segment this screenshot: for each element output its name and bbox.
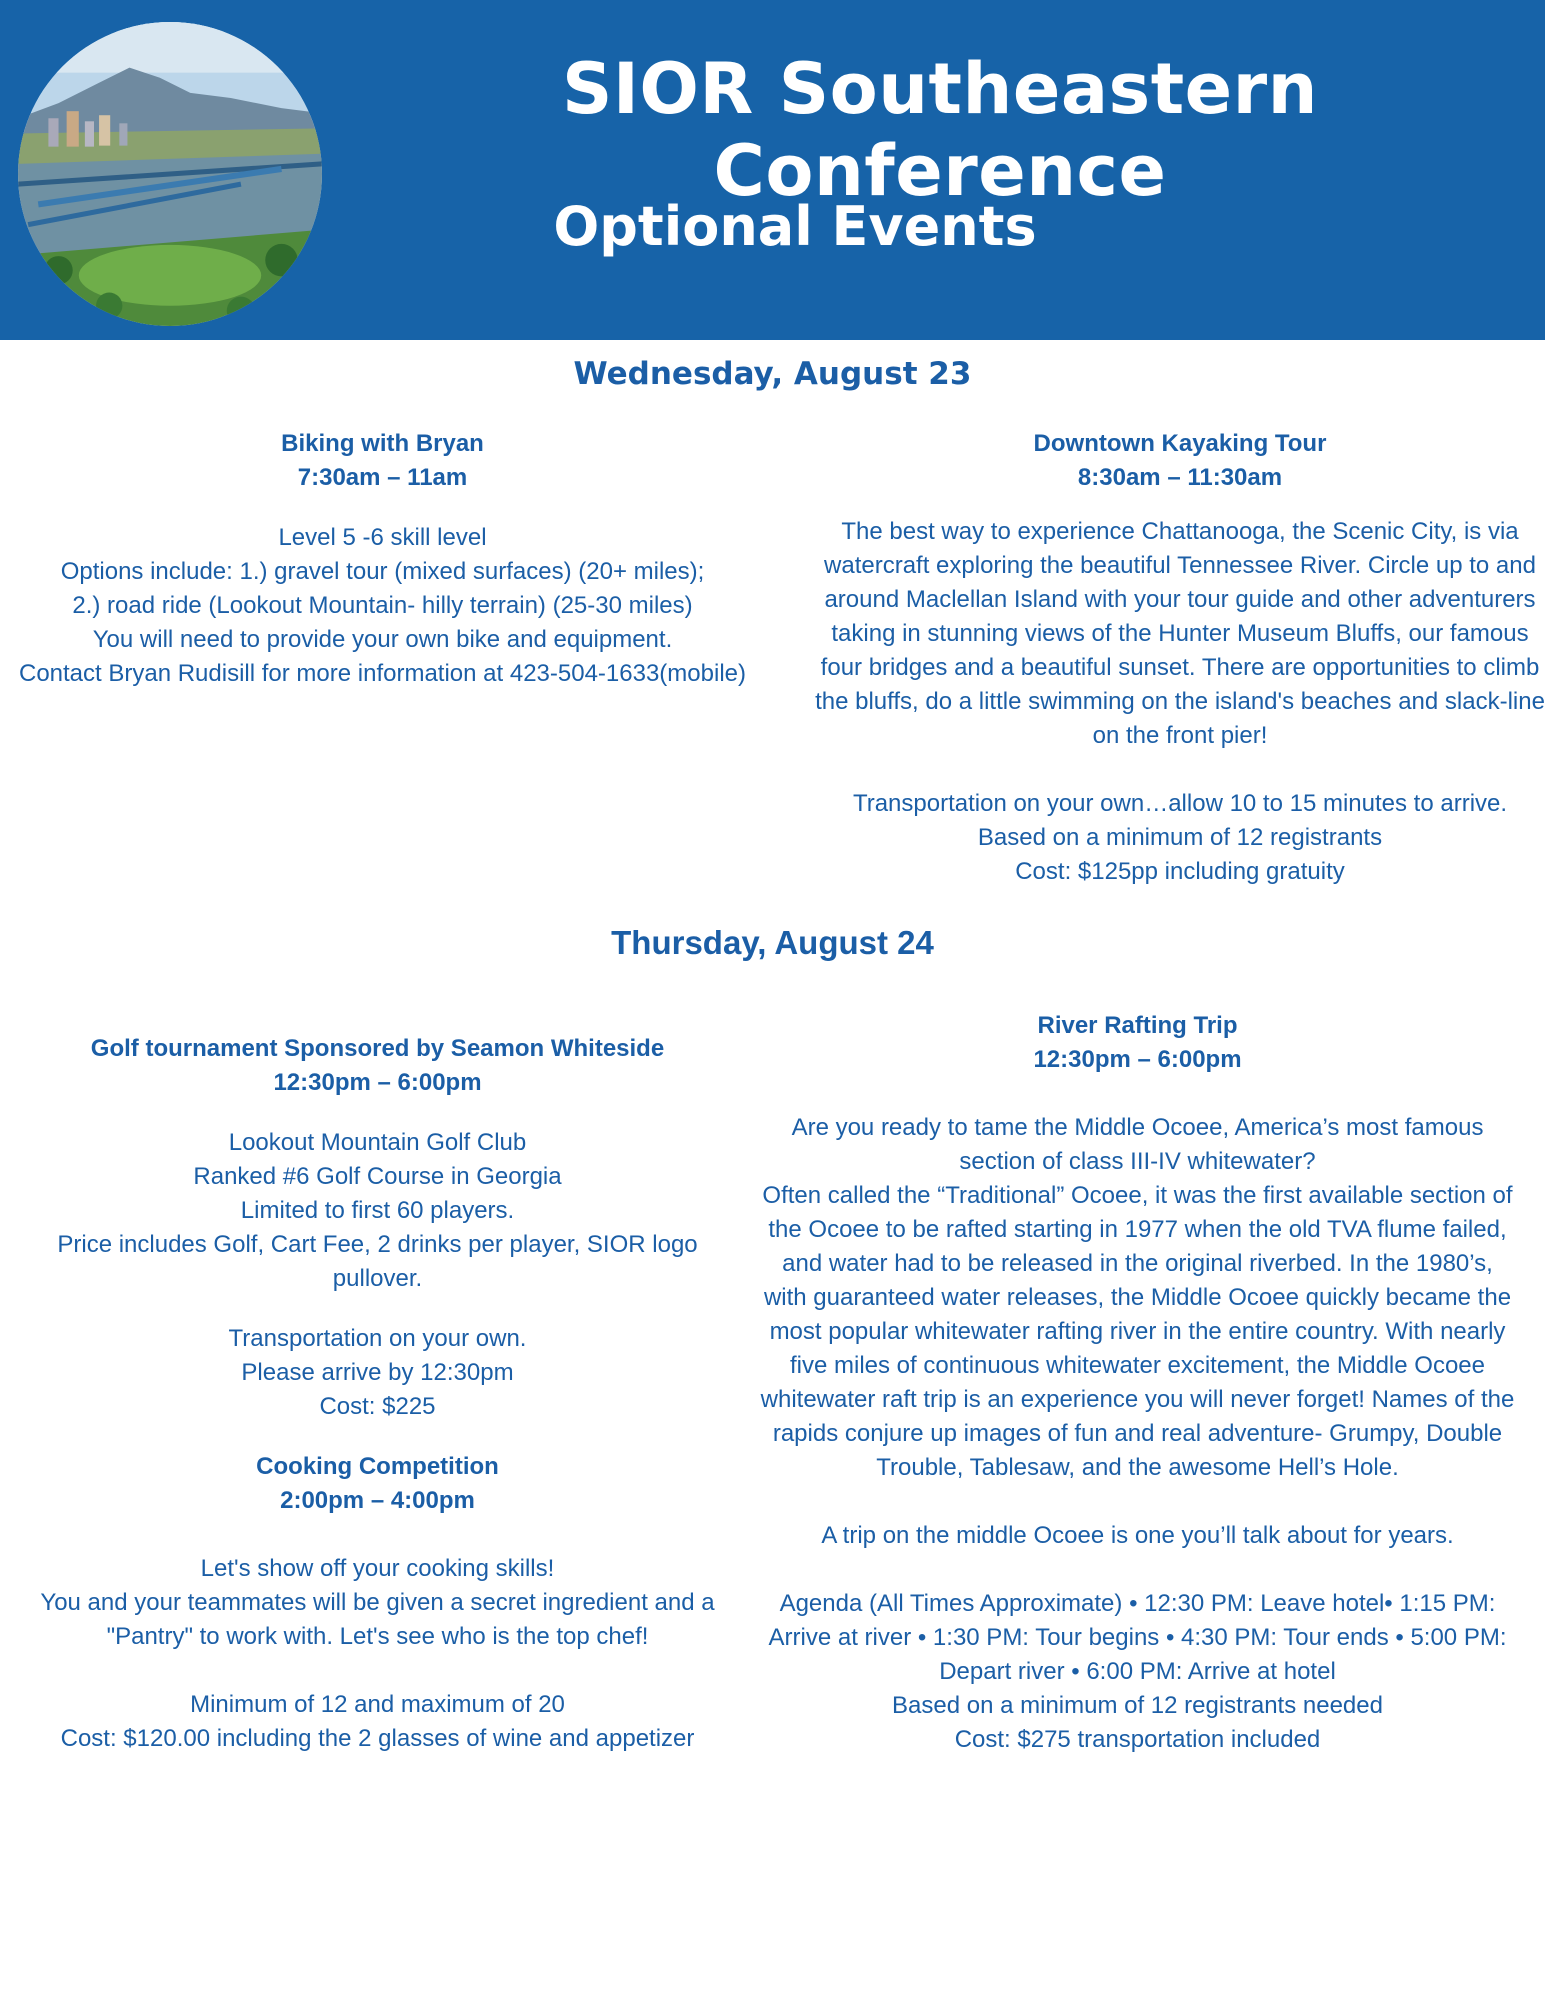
- event-time: 12:30pm – 6:00pm: [273, 1069, 482, 1096]
- golf-event: [20, 1032, 735, 1756]
- event-title: River Rafting Trip: [1037, 1012, 1238, 1039]
- event-arrive: Please arrive by 12:30pm: [241, 1359, 514, 1386]
- event-description: The best way to experience Chattanooga, the Scenic City, is via watercraft exploring the beautiful Tennessee River. Circle up to and around Maclellan Island with your tour guide and other adventurers taking in stunning views of the Hunter Museum Bluffs, our famous four bridges and a beautiful sunset. There are opportunities to climb the bluffs, do a little swimming on the island's beaches and slack-line on the front pier!: [815, 518, 1545, 749]
- event-line: Level 5 -6 skill level: [278, 524, 487, 551]
- cooking-time: 2:00pm – 4:00pm: [280, 1487, 475, 1514]
- event-transport: Transportation on your own.: [228, 1325, 527, 1352]
- event-cost: Cost: $275 transportation included: [954, 1726, 1321, 1753]
- rafting-event: [760, 1009, 1515, 1757]
- event-line: Lookout Mountain Golf Club: [228, 1129, 527, 1156]
- kayaking-event: [815, 427, 1545, 889]
- event-agenda: Agenda (All Times Approximate) • 12:30 PM: Leave hotel• 1:15 PM: Arrive at river • 1:30 PM: Tour begins • 4:30 PM: Tour ends • 5:00 PM: Depart river • 6:00 PM: Arrive at hotel: [768, 1590, 1507, 1685]
- event-transport: Transportation on your own…allow 10 to 15 minutes to arrive.: [852, 790, 1508, 817]
- cooking-description: You and your teammates will be given a secret ingredient and a "Pantry" to work with. Let's see who is the top chef!: [40, 1589, 715, 1650]
- event-tagline: A trip on the middle Ocoee is one you’ll talk about for years.: [821, 1522, 1454, 1549]
- cooking-intro: Let's show off your cooking skills!: [200, 1555, 555, 1582]
- event-line: Contact Bryan Rudisill for more information at 423-504-1633(mobile): [18, 660, 746, 687]
- event-line: Limited to first 60 players.: [240, 1197, 515, 1224]
- event-title: Biking with Bryan: [281, 430, 484, 457]
- conference-title: SIOR Southeastern Conference: [561, 48, 1319, 212]
- header-banner: [0, 0, 1545, 340]
- biking-event: [0, 427, 765, 691]
- cooking-cost: Cost: $120.00 including the 2 glasses of wine and appetizer: [60, 1725, 695, 1752]
- city-photo: [18, 22, 322, 326]
- event-line: Options include: 1.) gravel tour (mixed surfaces) (20+ miles);: [60, 558, 705, 585]
- event-minimum: Based on a minimum of 12 registrants needed: [892, 1692, 1383, 1719]
- wednesday-heading: Wednesday, August 23: [573, 356, 972, 392]
- event-title: Downtown Kayaking Tour: [1033, 430, 1327, 457]
- event-time: 12:30pm – 6:00pm: [1033, 1046, 1242, 1073]
- event-line: Ranked #6 Golf Course in Georgia: [193, 1163, 562, 1190]
- event-title: Golf tournament Sponsored by Seamon Whiteside: [90, 1035, 665, 1062]
- event-line: 2.) road ride (Lookout Mountain- hilly terrain) (25-30 miles): [72, 592, 693, 619]
- event-time: 8:30am – 11:30am: [1077, 464, 1283, 491]
- event-price: Price includes Golf, Cart Fee, 2 drinks per player, SIOR logo pullover.: [57, 1231, 698, 1292]
- event-description: Often called the “Traditional” Ocoee, it was the first available section of the Ocoee to be rafted starting in 1977 when the old TVA flume failed, and water had to be released in the original riverbed. In the 1980’s, with guaranteed water releases, the Middle Ocoee quickly became the most popular whitewater rafting river in the entire country. With nearly five miles of continuous whitewater excitement, the Middle Ocoee whitewater raft trip is an experience you will never forget! Names of the rapids conjure up images of fun and real adventure- Grumpy, Double Trouble, Tablesaw, and the awesome Hell’s Hole.: [760, 1182, 1515, 1481]
- event-minimum: Based on a minimum of 12 registrants: [977, 824, 1383, 851]
- cooking-title: Cooking Competition: [256, 1453, 499, 1480]
- event-cost: Cost: $225: [319, 1393, 436, 1420]
- optional-events-subtitle: Optional Events: [553, 195, 1037, 258]
- cooking-limits: Minimum of 12 and maximum of 20: [190, 1691, 565, 1718]
- event-cost: Cost: $125pp including gratuity: [1015, 858, 1345, 885]
- event-time: 7:30am – 11am: [297, 464, 468, 491]
- thursday-heading: Thursday, August 24: [611, 924, 934, 961]
- event-intro: Are you ready to tame the Middle Ocoee, America’s most famous section of class III-IV whitewater?: [791, 1114, 1484, 1175]
- event-line: You will need to provide your own bike and equipment.: [92, 626, 673, 653]
